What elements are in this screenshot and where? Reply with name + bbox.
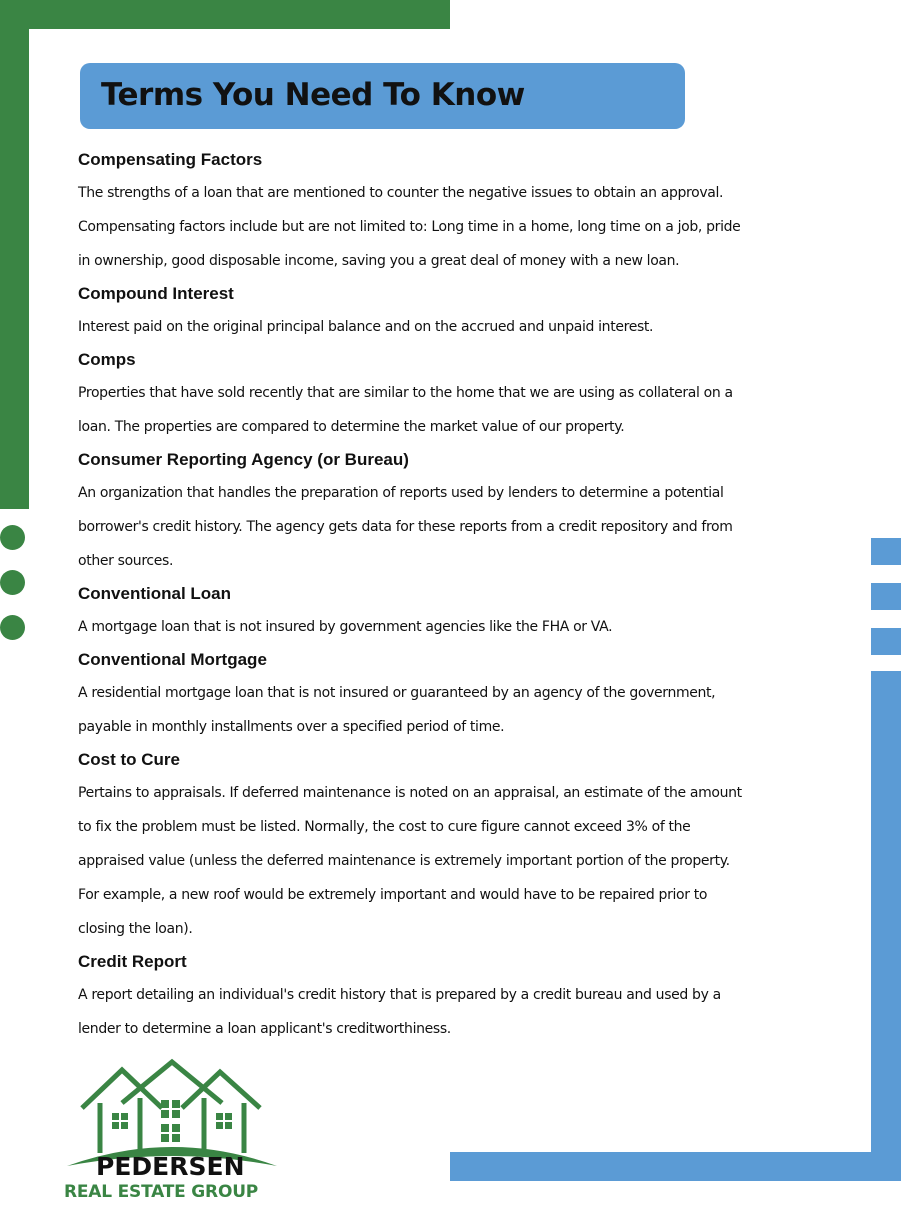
definition-line: closing the loan). <box>78 921 193 937</box>
definition-line: A residential mortgage loan that is not insured or guaranteed by an agency of the government, <box>78 685 716 701</box>
definition-line: An organization that handles the preparation of reports used by lenders to determine a potential <box>78 485 724 501</box>
term-heading: Compensating Factors <box>78 150 263 169</box>
term-definition <box>78 978 768 1046</box>
definition-line: A report detailing an individual's credit history that is prepared by a credit bureau and used by a <box>78 987 721 1003</box>
definition-line: loan. The properties are compared to determine the market value of our property. <box>78 419 625 435</box>
page-title: Terms You Need To Know <box>101 77 525 113</box>
definition-line: The strengths of a loan that are mentioned to counter the negative issues to obtain an approval. <box>78 185 724 201</box>
definition-line: in ownership, good disposable income, saving you a great deal of money with a new loan. <box>78 253 680 269</box>
blue-right-bar <box>871 671 901 1181</box>
term-definition <box>78 776 768 946</box>
definition-line: Properties that have sold recently that are similar to the home that we are using as collateral on a <box>78 385 733 401</box>
term-heading: Cost to Cure <box>78 750 180 769</box>
green-dot <box>0 615 25 640</box>
term-definition <box>78 676 768 744</box>
definition-line: appraised value (unless the deferred maintenance is extremely important portion of the property. <box>78 853 730 869</box>
blue-square <box>871 538 901 565</box>
term-heading: Credit Report <box>78 952 187 971</box>
title-banner <box>80 63 685 129</box>
definition-line: to fix the problem must be listed. Normally, the cost to cure figure cannot exceed 3% of the <box>78 819 691 835</box>
definition-line: payable in monthly installments over a specified period of time. <box>78 719 505 735</box>
definition-line: other sources. <box>78 553 174 569</box>
term-heading: Comps <box>78 350 136 369</box>
green-dot <box>0 570 25 595</box>
definition-line: borrower's credit history. The agency gets data for these reports from a credit repository and from <box>78 519 733 535</box>
definition-line: A mortgage loan that is not insured by government agencies like the FHA or VA. <box>78 619 613 635</box>
logo-subtitle: REAL ESTATE GROUP <box>64 1182 259 1202</box>
term-heading: Compound Interest <box>78 284 234 303</box>
term-definition <box>78 476 768 578</box>
blue-bottom-bar <box>450 1152 901 1181</box>
green-top-bar <box>0 0 450 29</box>
term-definition <box>78 610 768 644</box>
term-definition <box>78 376 768 444</box>
definition-line: Pertains to appraisals. If deferred maintenance is noted on an appraisal, an estimate of the amount <box>78 785 742 801</box>
term-heading: Consumer Reporting Agency (or Bureau) <box>78 450 409 469</box>
term-definition <box>78 176 768 278</box>
logo-name: PEDERSEN <box>96 1152 245 1181</box>
term-definition <box>78 310 768 344</box>
terms-list <box>78 146 768 1048</box>
definition-line: Compensating factors include but are not limited to: Long time in a home, long time on a job, pride <box>78 219 741 235</box>
definition-line: lender to determine a loan applicant's creditworthiness. <box>78 1021 451 1037</box>
blue-square <box>871 583 901 610</box>
term-heading: Conventional Mortgage <box>78 650 267 669</box>
blue-square <box>871 628 901 655</box>
green-dot <box>0 525 25 550</box>
green-left-bar <box>0 0 29 509</box>
definition-line: For example, a new roof would be extremely important and would have to be repaired prior to <box>78 887 708 903</box>
definition-line: Interest paid on the original principal balance and on the accrued and unpaid interest. <box>78 319 654 335</box>
term-heading: Conventional Loan <box>78 584 231 603</box>
